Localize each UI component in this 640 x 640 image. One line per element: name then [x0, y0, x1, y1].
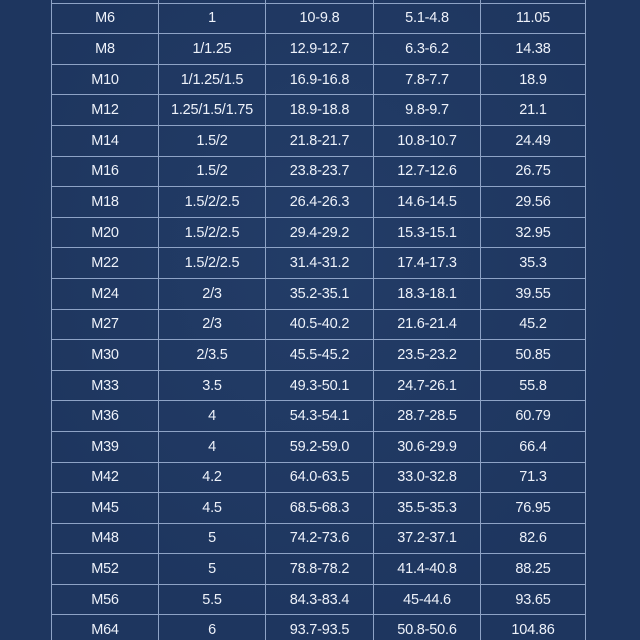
width-cell: 39.55: [481, 278, 586, 309]
table-row: [52, 3, 586, 34]
pitch-cell: 6: [159, 615, 266, 640]
width-cell: 66.4: [481, 431, 586, 462]
thread-size-cell: M42: [52, 462, 159, 493]
diameter-range-cell: 10-9.8: [266, 3, 374, 34]
diameter-range-cell: 64.0-63.5: [266, 462, 374, 493]
thickness-range-cell: 50.8-50.6: [374, 615, 481, 640]
table-row: [52, 462, 586, 493]
width-cell: 104.86: [481, 615, 586, 640]
width-cell: 14.38: [481, 34, 586, 65]
table-row: [52, 64, 586, 95]
thickness-range-cell: 24.7-26.1: [374, 370, 481, 401]
table-row: [52, 248, 586, 279]
width-cell: 11.05: [481, 3, 586, 34]
table-row: [52, 401, 586, 432]
diameter-range-cell: 84.3-83.4: [266, 584, 374, 615]
thickness-range-cell: 21.6-21.4: [374, 309, 481, 340]
thread-size-cell: M30: [52, 340, 159, 371]
diameter-range-cell: 23.8-23.7: [266, 156, 374, 187]
width-cell: 21.1: [481, 95, 586, 126]
thread-size-cell: M18: [52, 187, 159, 218]
thickness-range-cell: 5.1-4.8: [374, 3, 481, 34]
diameter-range-cell: 49.3-50.1: [266, 370, 374, 401]
thickness-range-cell: 7.8-7.7: [374, 64, 481, 95]
width-cell: 88.25: [481, 554, 586, 585]
width-cell: 18.9: [481, 64, 586, 95]
table-row: [52, 523, 586, 554]
diameter-range-cell: 18.9-18.8: [266, 95, 374, 126]
diameter-range-cell: 40.5-40.2: [266, 309, 374, 340]
width-cell: 76.95: [481, 493, 586, 524]
thread-size-table: [51, 0, 586, 640]
pitch-cell: 1.5/2: [159, 156, 266, 187]
pitch-cell: 2/3: [159, 309, 266, 340]
pitch-cell: 1.5/2: [159, 125, 266, 156]
table-row: [52, 554, 586, 585]
thickness-range-cell: 9.8-9.7: [374, 95, 481, 126]
table-row: [52, 431, 586, 462]
table-row: [52, 156, 586, 187]
diameter-range-cell: 74.2-73.6: [266, 523, 374, 554]
table-row: [52, 187, 586, 218]
width-cell: 60.79: [481, 401, 586, 432]
table-row: [52, 95, 586, 126]
thread-size-cell: M24: [52, 278, 159, 309]
thread-size-cell: M10: [52, 64, 159, 95]
thread-size-cell: M52: [52, 554, 159, 585]
thickness-range-cell: 18.3-18.1: [374, 278, 481, 309]
width-cell: 32.95: [481, 217, 586, 248]
pitch-cell: 4: [159, 431, 266, 462]
diameter-range-cell: 21.8-21.7: [266, 125, 374, 156]
width-cell: 24.49: [481, 125, 586, 156]
pitch-cell: 1: [159, 3, 266, 34]
table-row: [52, 278, 586, 309]
thread-size-cell: M45: [52, 493, 159, 524]
diameter-range-cell: 59.2-59.0: [266, 431, 374, 462]
diameter-range-cell: 93.7-93.5: [266, 615, 374, 640]
table-row: [52, 217, 586, 248]
pitch-cell: 5: [159, 523, 266, 554]
diameter-range-cell: 35.2-35.1: [266, 278, 374, 309]
thread-size-cell: M33: [52, 370, 159, 401]
thread-size-cell: M39: [52, 431, 159, 462]
diameter-range-cell: 29.4-29.2: [266, 217, 374, 248]
pitch-cell: 2/3.5: [159, 340, 266, 371]
thickness-range-cell: 12.7-12.6: [374, 156, 481, 187]
diameter-range-cell: 68.5-68.3: [266, 493, 374, 524]
thread-size-cell: M56: [52, 584, 159, 615]
thickness-range-cell: 14.6-14.5: [374, 187, 481, 218]
diameter-range-cell: 16.9-16.8: [266, 64, 374, 95]
thread-size-cell: M14: [52, 125, 159, 156]
table-row: [52, 584, 586, 615]
thread-size-cell: M20: [52, 217, 159, 248]
width-cell: 45.2: [481, 309, 586, 340]
diameter-range-cell: 54.3-54.1: [266, 401, 374, 432]
pitch-cell: 1/1.25/1.5: [159, 64, 266, 95]
thread-size-cell: M64: [52, 615, 159, 640]
pitch-cell: 2/3: [159, 278, 266, 309]
thickness-range-cell: 15.3-15.1: [374, 217, 481, 248]
width-cell: 26.75: [481, 156, 586, 187]
thread-size-cell: M48: [52, 523, 159, 554]
table-row: [52, 309, 586, 340]
thread-size-cell: M16: [52, 156, 159, 187]
table-row: [52, 125, 586, 156]
diameter-range-cell: 12.9-12.7: [266, 34, 374, 65]
pitch-cell: 4.2: [159, 462, 266, 493]
table-row: [52, 340, 586, 371]
pitch-cell: 1.5/2/2.5: [159, 187, 266, 218]
pitch-cell: 1.5/2/2.5: [159, 217, 266, 248]
diameter-range-cell: 26.4-26.3: [266, 187, 374, 218]
thread-size-cell: M36: [52, 401, 159, 432]
pitch-cell: 4: [159, 401, 266, 432]
diameter-range-cell: 31.4-31.2: [266, 248, 374, 279]
thread-size-cell: M12: [52, 95, 159, 126]
thickness-range-cell: 17.4-17.3: [374, 248, 481, 279]
thickness-range-cell: 6.3-6.2: [374, 34, 481, 65]
table-row: [52, 34, 586, 65]
thread-size-cell: M8: [52, 34, 159, 65]
thickness-range-cell: 10.8-10.7: [374, 125, 481, 156]
width-cell: 93.65: [481, 584, 586, 615]
pitch-cell: 4.5: [159, 493, 266, 524]
diameter-range-cell: 78.8-78.2: [266, 554, 374, 585]
width-cell: 82.6: [481, 523, 586, 554]
width-cell: 29.56: [481, 187, 586, 218]
pitch-cell: 1/1.25: [159, 34, 266, 65]
thickness-range-cell: 33.0-32.8: [374, 462, 481, 493]
pitch-cell: 1.5/2/2.5: [159, 248, 266, 279]
thickness-range-cell: 23.5-23.2: [374, 340, 481, 371]
diameter-range-cell: 45.5-45.2: [266, 340, 374, 371]
thread-size-cell: M6: [52, 3, 159, 34]
thickness-range-cell: 41.4-40.8: [374, 554, 481, 585]
width-cell: 50.85: [481, 340, 586, 371]
thickness-range-cell: 45-44.6: [374, 584, 481, 615]
width-cell: 71.3: [481, 462, 586, 493]
thread-size-cell: M27: [52, 309, 159, 340]
pitch-cell: 1.25/1.5/1.75: [159, 95, 266, 126]
pitch-cell: 5.5: [159, 584, 266, 615]
thickness-range-cell: 35.5-35.3: [374, 493, 481, 524]
thickness-range-cell: 28.7-28.5: [374, 401, 481, 432]
table-row: [52, 370, 586, 401]
width-cell: 35.3: [481, 248, 586, 279]
pitch-cell: 5: [159, 554, 266, 585]
table-row: [52, 493, 586, 524]
thread-size-cell: M22: [52, 248, 159, 279]
table-row: [52, 615, 586, 640]
table-body: [52, 0, 586, 640]
thickness-range-cell: 30.6-29.9: [374, 431, 481, 462]
thickness-range-cell: 37.2-37.1: [374, 523, 481, 554]
pitch-cell: 3.5: [159, 370, 266, 401]
width-cell: 55.8: [481, 370, 586, 401]
